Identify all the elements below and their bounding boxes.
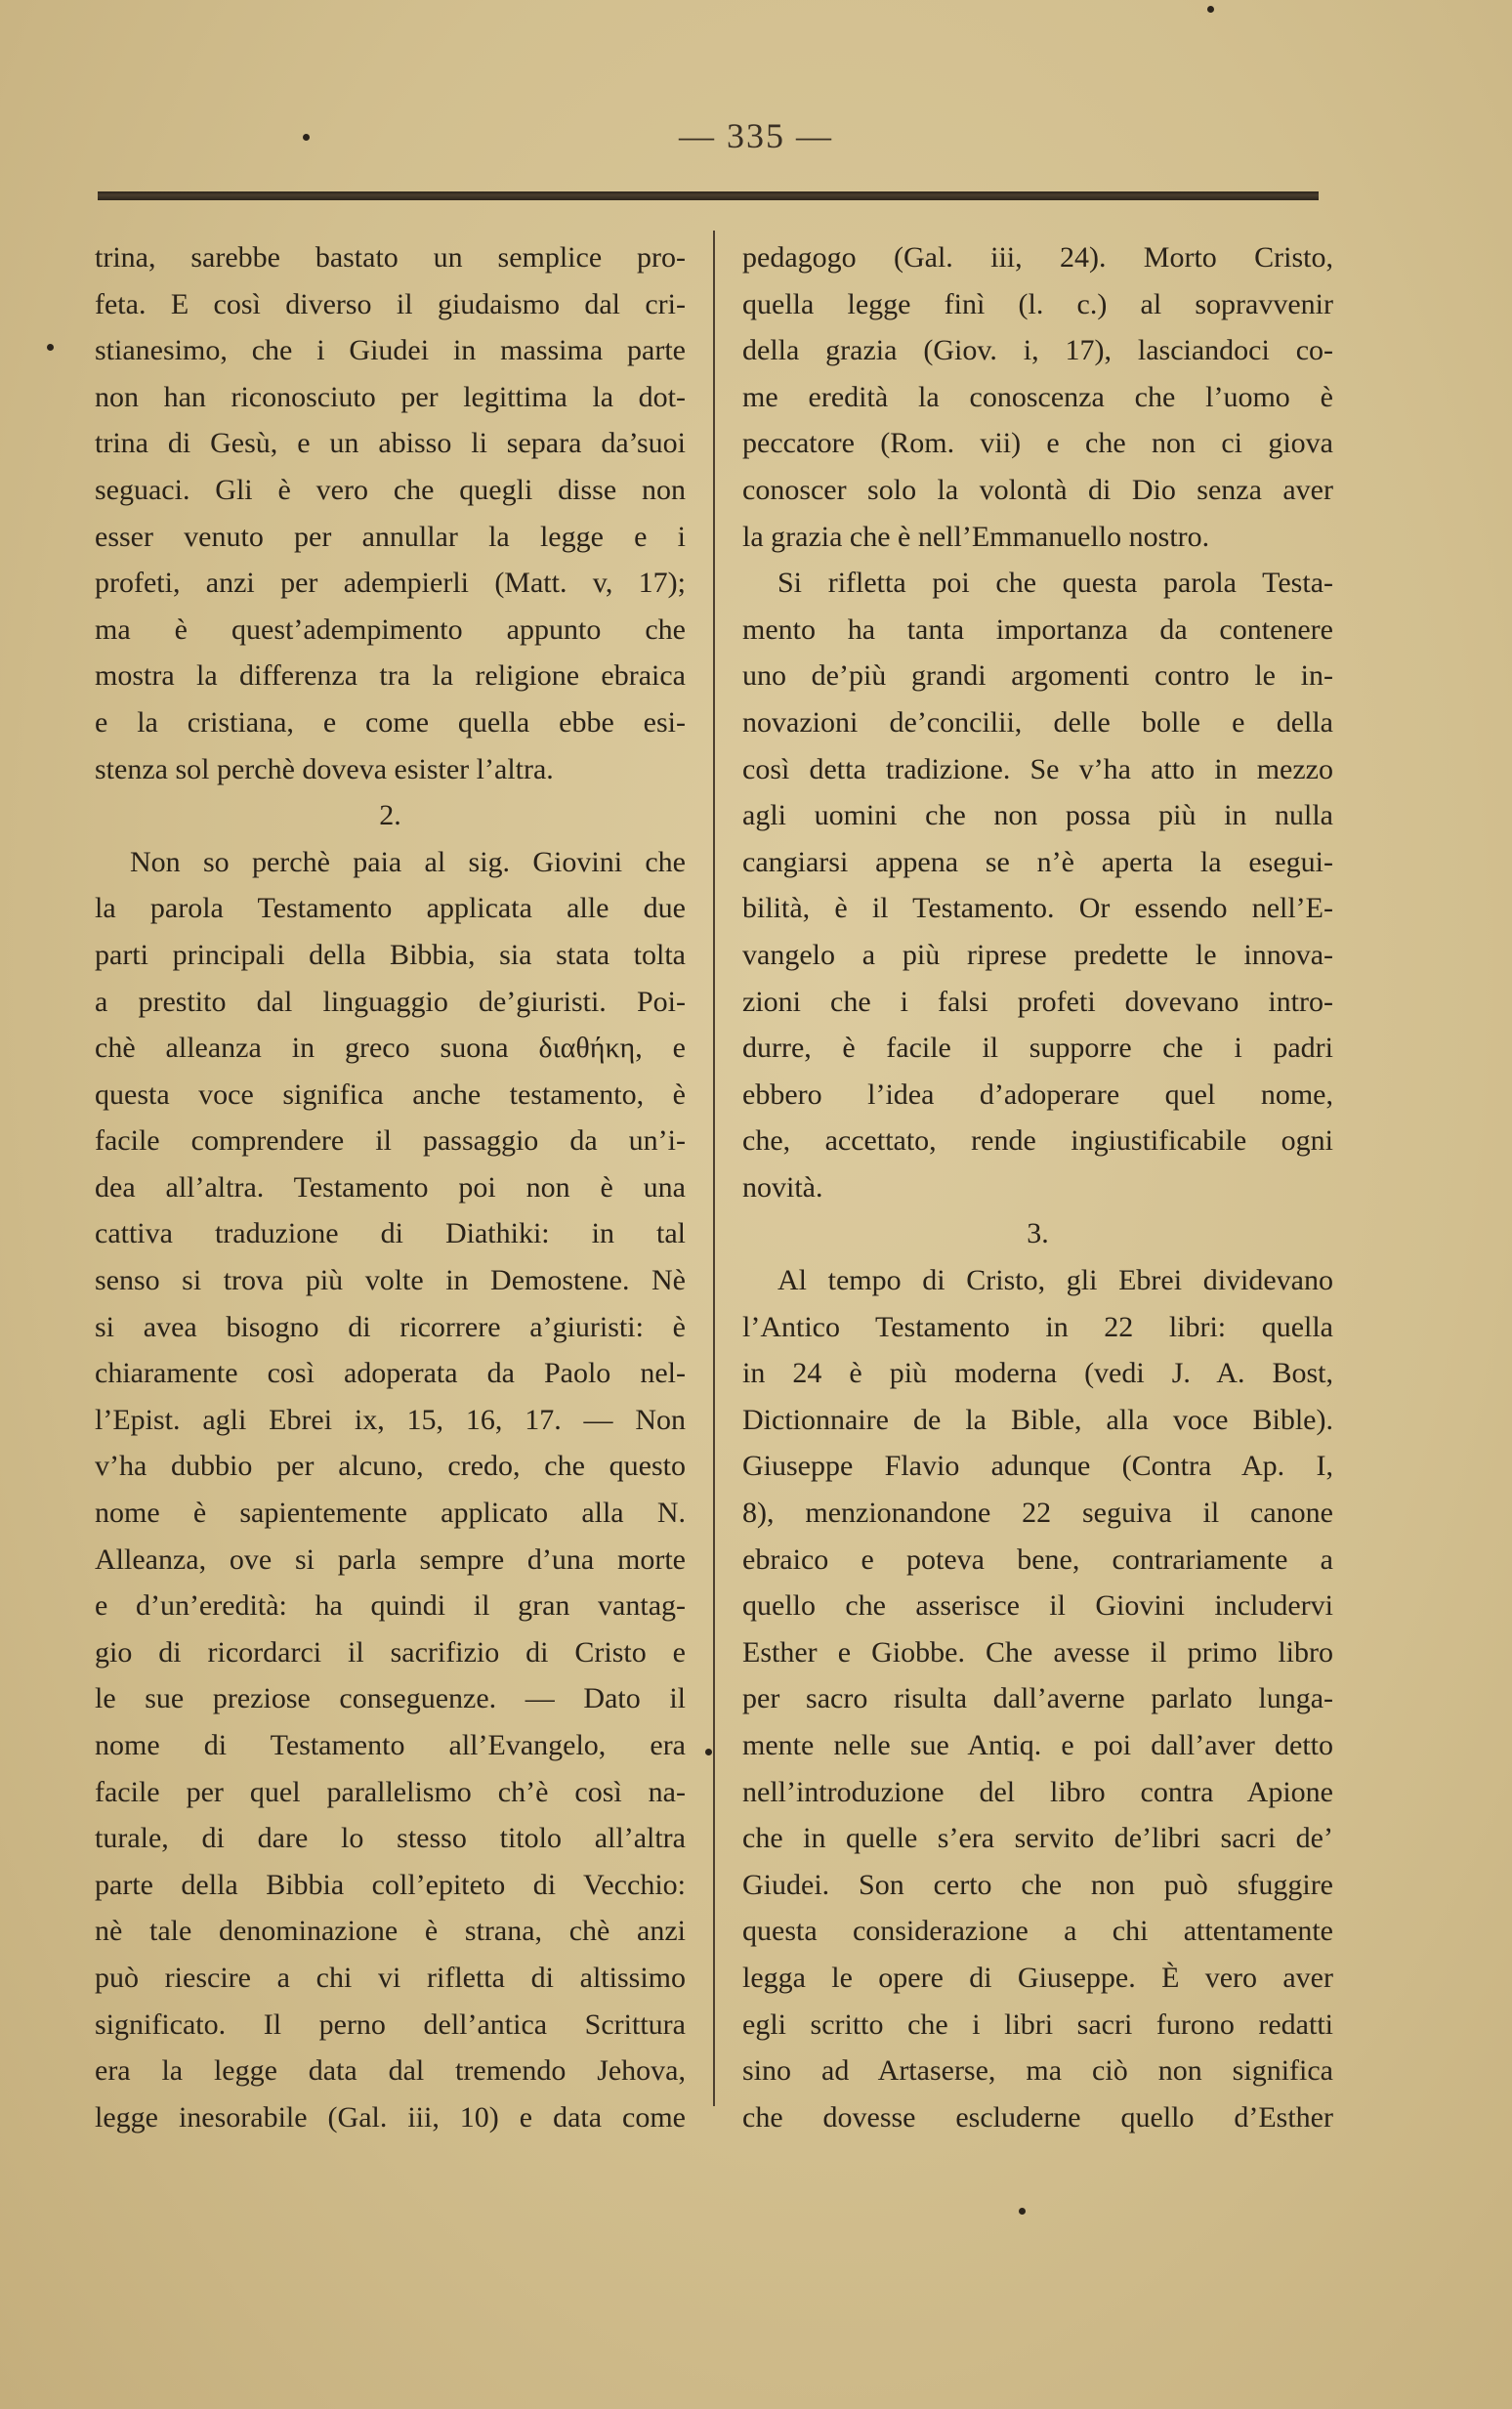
text-line: era la legge data dal tremendo Jehova, [95, 2054, 686, 2088]
text-line: stenza sol perchè doveva esister l’altra. [95, 752, 554, 785]
text-line: uno de’più grandi argomenti contro le in- [742, 659, 1333, 693]
text-line: v’ha dubbio per alcuno, credo, che questo [95, 1450, 686, 1483]
text-line: mostra la differenza tra la religione ebraica [95, 659, 686, 693]
speck [1019, 2208, 1026, 2215]
text-line: pedagogo (Gal. iii, 24). Morto Cristo, [742, 241, 1333, 274]
text-line: 8), menzionandone 22 seguiva il canone [742, 1497, 1333, 1530]
text-line: che dovesse escluderne quello d’Esther [742, 2100, 1333, 2134]
text-line: facile comprendere il passaggio da un’i- [95, 1124, 686, 1158]
text-line: legga le opere di Giuseppe. È vero aver [742, 1961, 1333, 1994]
text-line: nè tale denominazione è strana, chè anzi [95, 1915, 686, 1948]
text-line: e d’un’eredità: ha quindi il gran vantag- [95, 1589, 686, 1623]
text-line: non han riconosciuto per legittima la dot- [95, 380, 686, 413]
text-line: ebraico e poteva bene, contrariamente a [742, 1543, 1333, 1576]
text-line: sino ad Artaserse, ma ciò non significa [742, 2054, 1333, 2088]
right-column [742, 234, 1333, 2140]
text-line: le sue preziose conseguenze. — Dato il [95, 1682, 686, 1715]
text-line: novazioni de’concilii, delle bolle e della [742, 705, 1333, 739]
speck [47, 344, 54, 351]
text-line: mento ha tanta importanza da contenere [742, 613, 1333, 646]
text-line: feta. E così diverso il giudaismo dal cri- [95, 287, 686, 320]
text-line: dea all’altra. Testamento poi non è una [95, 1170, 686, 1204]
text-line: in 24 è più moderna (vedi J. A. Bost, [742, 1357, 1333, 1390]
text-line: si avea bisogno di ricorrere a’giuristi: è [95, 1310, 686, 1343]
text-line: ebbero l’idea d’adoperare quel nome, [742, 1078, 1333, 1111]
speck [303, 134, 310, 141]
text-line: novità. [742, 1170, 823, 1204]
text-line: gio di ricordarci il sacrifizio di Cristo e [95, 1635, 686, 1669]
text-line: Giudei. Son certo che non può sfuggire [742, 1868, 1333, 1901]
text-line: che, accettato, rende ingiustificabile ogni [742, 1124, 1333, 1158]
column-divider [713, 231, 715, 2106]
text-line: a prestito dal linguaggio de’giuristi. Poi- [95, 985, 686, 1018]
text-line: conoscer solo la volontà di Dio senza aver [742, 473, 1333, 506]
speck [705, 1749, 712, 1755]
text-line: trina di Gesù, e un abisso li separa da’suoi [95, 427, 686, 460]
text-line: Dictionnaire de la Bible, alla voce Bible). [742, 1403, 1333, 1436]
text-line: significato. Il perno dell’antica Scrittura [95, 2008, 686, 2041]
text-line: della grazia (Giov. i, 17), lasciandoci co- [742, 334, 1333, 367]
text-line: quella legge finì (l. c.) al sopravvenir [742, 287, 1333, 320]
text-line: la grazia che è nell’Emmanuello nostro. [742, 520, 1210, 553]
text-line: stianesimo, che i Giudei in massima parte [95, 334, 686, 367]
text-line: ma è quest’adempimento appunto che [95, 613, 686, 646]
text-line: questa considerazione a chi attentamente [742, 1915, 1333, 1948]
text-line: zioni che i falsi profeti dovevano intro- [742, 985, 1333, 1018]
text-line: e la cristiana, e come quella ebbe esi- [95, 705, 686, 739]
text-line: facile per quel parallelismo ch’è così na- [95, 1775, 686, 1808]
text-line: legge inesorabile (Gal. iii, 10) e data come [95, 2100, 686, 2134]
text-line: la parola Testamento applicata alle due [95, 892, 686, 925]
speck [1207, 6, 1214, 13]
text-line: cangiarsi appena se n’è aperta la esegui- [742, 845, 1333, 878]
left-column [95, 234, 686, 2140]
text-line: chè alleanza in greco suona διαθήκη, e [95, 1032, 686, 1065]
text-line: nome è sapientemente applicato alla N. [95, 1497, 686, 1530]
header-rule [98, 191, 1319, 200]
text-line: Al tempo di Cristo, gli Ebrei dividevano [777, 1264, 1333, 1297]
text-line: turale, di dare lo stesso titolo all’altra [95, 1822, 686, 1855]
text-line: chiaramente così adoperata da Paolo nel- [95, 1357, 686, 1390]
text-line: per sacro risulta dall’averne parlato lunga- [742, 1682, 1333, 1715]
text-line: senso si trova più volte in Demostene. Nè [95, 1264, 686, 1297]
text-line: trina, sarebbe bastato un semplice pro- [95, 241, 686, 274]
text-line: parte della Bibbia coll’epiteto di Vecchio: [95, 1868, 686, 1901]
text-line: mente nelle sue Antiq. e poi dall’aver detto [742, 1729, 1333, 1761]
text-line: bilità, è il Testamento. Or essendo nell’E- [742, 892, 1333, 925]
text-line: l’Antico Testamento in 22 libri: quella [742, 1310, 1333, 1343]
text-line: vangelo a più riprese predette le innova- [742, 938, 1333, 971]
text-line: Esther e Giobbe. Che avesse il primo libro [742, 1635, 1333, 1669]
page-number: — 335 — [679, 116, 833, 155]
text-line: così detta tradizione. Se v’ha atto in mezzo [742, 752, 1333, 785]
text-line: nome di Testamento all’Evangelo, era [95, 1729, 686, 1761]
text-line: peccatore (Rom. vii) e che non ci giova [742, 427, 1333, 460]
text-line: me eredità la conoscenza che l’uomo è [742, 380, 1333, 413]
text-line: seguaci. Gli è vero che quegli disse non [95, 473, 686, 506]
text-line: Giuseppe Flavio adunque (Contra Ap. I, [742, 1450, 1333, 1483]
text-line: può riescire a chi vi rifletta di altissimo [95, 1961, 686, 1994]
text-line: nell’introduzione del libro contra Apione [742, 1775, 1333, 1808]
text-line: parti principali della Bibbia, sia stata tolta [95, 938, 686, 971]
text-line: esser venuto per annullar la legge e i [95, 520, 686, 553]
text-line: quello che asserisce il Giovini includervi [742, 1589, 1333, 1623]
text-line: questa voce significa anche testamento, è [95, 1078, 686, 1111]
text-line: durre, è facile il supporre che i padri [742, 1032, 1333, 1065]
text-line: 3. [1027, 1217, 1049, 1250]
text-line: che in quelle s’era servito de’libri sacri de’ [742, 1822, 1333, 1855]
text-line: egli scritto che i libri sacri furono redatti [742, 2008, 1333, 2041]
text-line: cattiva traduzione di Diathiki: in tal [95, 1217, 686, 1250]
text-line: Alleanza, ove si parla sempre d’una morte [95, 1543, 686, 1576]
text-line: Non so perchè paia al sig. Giovini che [130, 845, 686, 878]
text-line: l’Epist. agli Ebrei ix, 15, 16, 17. — Non [95, 1403, 686, 1436]
text-line: Si rifletta poi che questa parola Testa- [777, 567, 1333, 600]
text-line: agli uomini che non possa più in nulla [742, 799, 1333, 832]
text-line: profeti, anzi per adempierli (Matt. v, 17); [95, 567, 686, 600]
text-line: 2. [379, 799, 401, 832]
